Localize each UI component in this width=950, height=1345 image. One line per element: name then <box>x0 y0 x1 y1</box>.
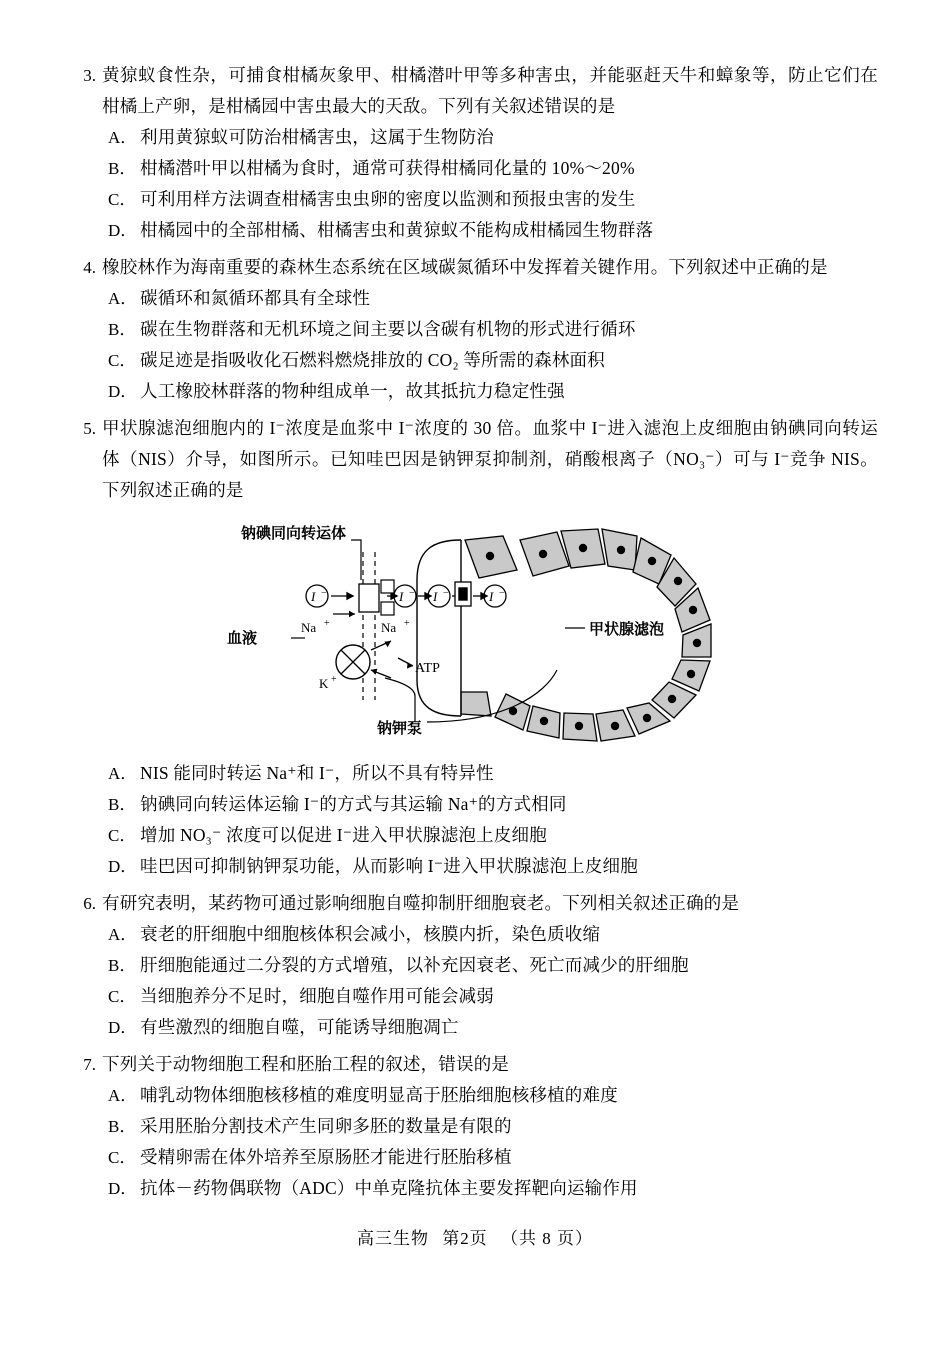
option-a[interactable] <box>72 283 878 314</box>
label-iodide-2: I <box>399 589 404 604</box>
page-footer <box>0 1224 950 1249</box>
option-text: NIS 能同时转运 Na⁺和 I⁻，所以不具有特异性 <box>140 763 494 783</box>
option-d[interactable] <box>72 851 878 882</box>
option-text: 受精卵需在体外培养至原肠胚才能进行胚胎移植 <box>140 1147 512 1167</box>
label-na-1-charge: + <box>324 618 330 629</box>
option-d[interactable] <box>72 215 878 246</box>
option-label: A． <box>108 925 138 944</box>
question-stem: 下列关于动物细胞工程和胚胎工程的叙述，错误的是 <box>102 1054 510 1074</box>
label-iodide-1: I <box>311 589 316 604</box>
option-text: 增加 NO₃⁻ 浓度可以促进 I⁻进入甲状腺滤泡上皮细胞 <box>140 825 547 845</box>
option-b[interactable] <box>72 153 878 184</box>
option-list <box>72 758 878 882</box>
footer-page: 第2页 <box>442 1229 488 1248</box>
label-transporter: 钠碘同向转运体 <box>241 526 347 542</box>
diagram-svg <box>165 510 785 750</box>
option-text: 柑橘潜叶甲以柑橘为食时，通常可获得柑橘同化量的 10%～20% <box>140 158 635 178</box>
option-label: D． <box>108 1179 138 1198</box>
footer-total: （共 8 页） <box>501 1229 593 1248</box>
option-d[interactable] <box>72 1012 878 1043</box>
option-label: B． <box>108 159 137 178</box>
option-list <box>72 919 878 1043</box>
label-atp: ATP <box>415 661 440 676</box>
option-label: B． <box>108 1117 137 1136</box>
option-text: 可利用样方法调查柑橘害虫虫卵的密度以监测和预报虫害的发生 <box>140 189 636 209</box>
option-text: 柑橘园中的全部柑橘、柑橘害虫和黄猄蚁不能构成柑橘园生物群落 <box>140 220 654 240</box>
option-text: 哺乳动物体细胞核移植的难度明显高于胚胎细胞核移植的难度 <box>140 1085 618 1105</box>
question-number: 5. <box>83 419 96 438</box>
option-label: A． <box>108 1086 138 1105</box>
label-iodide-3: I <box>433 589 438 604</box>
label-iodide-4-charge: − <box>499 588 505 599</box>
option-d[interactable] <box>72 1173 878 1204</box>
nis-transport-diagram <box>72 510 878 750</box>
question-7 <box>72 1049 878 1204</box>
option-text: 碳循环和氮循环都具有全球性 <box>140 288 371 308</box>
option-a[interactable] <box>72 919 878 950</box>
option-b[interactable] <box>72 789 878 820</box>
option-list <box>72 283 878 407</box>
option-label: B． <box>108 320 137 339</box>
option-label: D． <box>108 1018 138 1037</box>
question-stem: 有研究表明，某药物可通过影响细胞自噬抑制肝细胞衰老。下列相关叙述正确的是 <box>102 893 740 913</box>
option-text: 哇巴因可抑制钠钾泵功能，从而影响 I⁻进入甲状腺滤泡上皮细胞 <box>140 856 638 876</box>
option-text: 利用黄猄蚁可防治柑橘害虫，这属于生物防治 <box>140 127 494 147</box>
option-label: A． <box>108 289 138 308</box>
label-na-2: Na <box>381 620 397 635</box>
option-text: 碳足迹是指吸收化石燃料燃烧排放的 CO₂ 等所需的森林面积 <box>140 350 605 370</box>
option-text: 人工橡胶林群落的物种组成单一，故其抵抗力稳定性强 <box>140 381 565 401</box>
option-label: D． <box>108 221 138 240</box>
label-iodide-3-charge: − <box>443 588 449 599</box>
label-iodide-2-charge: − <box>409 588 415 599</box>
question-stem: 甲状腺滤泡细胞内的 I⁻浓度是血浆中 I⁻浓度的 30 倍。血浆中 I⁻进入滤泡上皮细胞由钠碘同向转运体（NIS）介导，如图所示。已知哇巴因是钠钾泵抑制剂，硝酸根离子（NO₃⁻）可与 I⁻竞争 NIS。下列叙述正确的是 <box>102 418 878 500</box>
question-number: 3. <box>83 66 96 85</box>
option-list <box>72 122 878 246</box>
option-label: C． <box>108 190 137 209</box>
option-text: 肝细胞能通过二分裂的方式增殖，以补充因衰老、死亡而减少的肝细胞 <box>140 955 689 975</box>
question-number: 4. <box>83 258 96 277</box>
option-c[interactable] <box>72 345 878 376</box>
option-text: 抗体－药物偶联物（ADC）中单克隆抗体主要发挥靶向运输作用 <box>140 1178 638 1198</box>
option-label: A． <box>108 764 138 783</box>
question-number: 7. <box>83 1055 96 1074</box>
option-text: 当细胞养分不足时，细胞自噬作用可能会减弱 <box>140 986 494 1006</box>
option-label: B． <box>108 956 137 975</box>
option-text: 碳在生物群落和无机环境之间主要以含碳有机物的形式进行循环 <box>140 319 636 339</box>
label-k: K <box>319 676 329 691</box>
option-text: 采用胚胎分割技术产生同卵多胚的数量是有限的 <box>140 1116 512 1136</box>
footer-subject: 高三生物 <box>357 1229 429 1248</box>
question-stem-row <box>72 60 878 122</box>
option-text: 钠碘同向转运体运输 I⁻的方式与其运输 Na⁺的方式相同 <box>140 794 567 814</box>
option-label: A． <box>108 128 138 147</box>
option-c[interactable] <box>72 1142 878 1173</box>
option-c[interactable] <box>72 184 878 215</box>
option-b[interactable] <box>72 1111 878 1142</box>
option-a[interactable] <box>72 122 878 153</box>
question-stem: 橡胶林作为海南重要的森林生态系统在区域碳氮循环中发挥着关键作用。下列叙述中正确的是 <box>102 257 828 277</box>
option-text: 有些激烈的细胞自噬，可能诱导细胞凋亡 <box>140 1017 459 1037</box>
option-c[interactable] <box>72 820 878 851</box>
question-3 <box>72 60 878 246</box>
option-a[interactable] <box>72 1080 878 1111</box>
option-label: C． <box>108 826 137 845</box>
question-number: 6. <box>83 894 96 913</box>
label-iodide-1-charge: − <box>321 588 327 599</box>
question-4 <box>72 252 878 407</box>
question-stem-row <box>72 252 878 283</box>
question-stem-row <box>72 888 878 919</box>
label-sodium-potassium-pump: 钠钾泵 <box>377 721 423 737</box>
question-6 <box>72 888 878 1043</box>
question-stem: 黄猄蚁食性杂，可捕食柑橘灰象甲、柑橘潜叶甲等多种害虫，并能驱赶天牛和蟑象等，防止它们在柑橘上产卵，是柑橘园中害虫最大的天敌。下列有关叙述错误的是 <box>102 65 878 116</box>
label-blood: 血液 <box>227 631 258 647</box>
option-d[interactable] <box>72 376 878 407</box>
option-c[interactable] <box>72 981 878 1012</box>
question-5 <box>72 413 878 882</box>
option-a[interactable] <box>72 758 878 789</box>
label-na-2-charge: + <box>404 618 410 629</box>
option-text: 衰老的肝细胞中细胞核体积会减小，核膜内折，染色质收缩 <box>140 924 601 944</box>
question-stem-row <box>72 413 878 506</box>
label-k-charge: + <box>331 674 337 685</box>
label-na-1: Na <box>301 620 317 635</box>
option-label: D． <box>108 857 138 876</box>
option-label: C． <box>108 351 137 370</box>
label-iodide-4: I <box>489 589 494 604</box>
question-stem-row <box>72 1049 878 1080</box>
option-label: C． <box>108 987 137 1006</box>
option-label: C． <box>108 1148 137 1167</box>
option-label: D． <box>108 382 138 401</box>
option-list <box>72 1080 878 1204</box>
option-label: B． <box>108 795 137 814</box>
option-b[interactable] <box>72 314 878 345</box>
label-follicle: 甲状腺滤泡 <box>589 622 665 638</box>
option-b[interactable] <box>72 950 878 981</box>
